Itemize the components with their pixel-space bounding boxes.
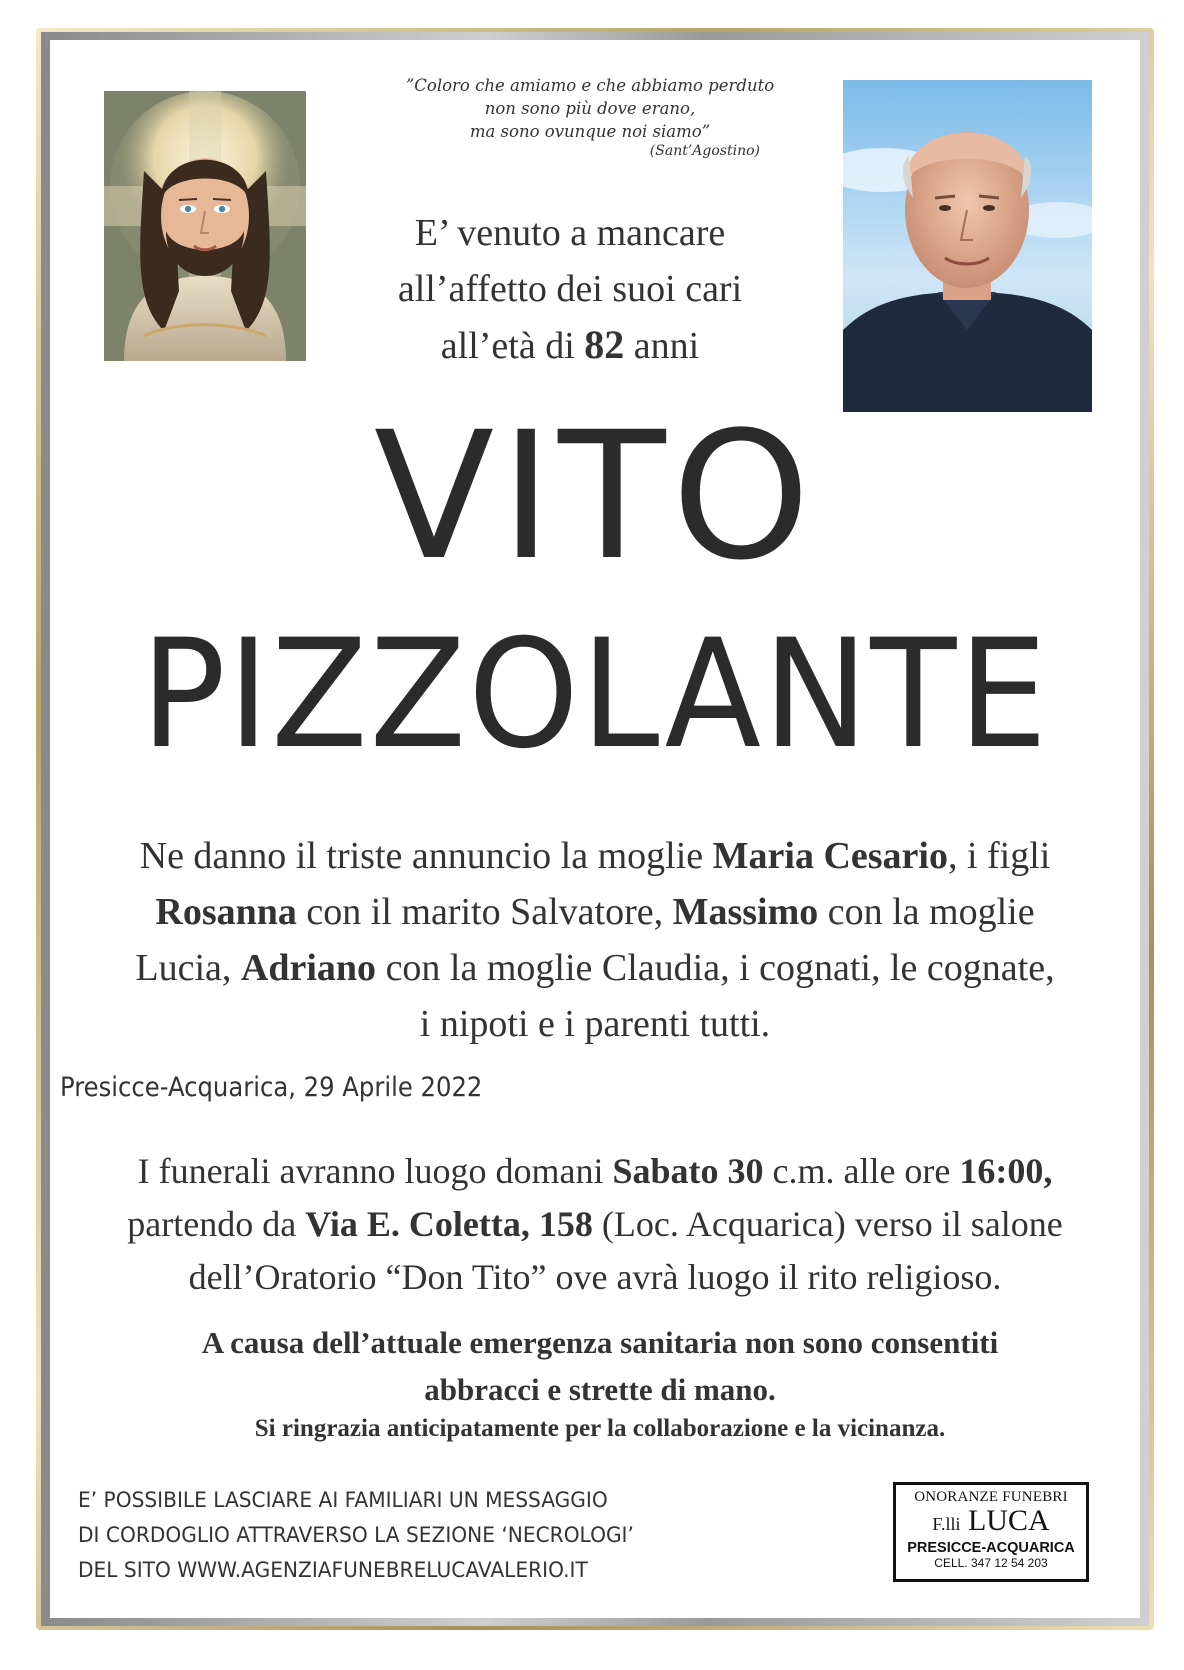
funeral-address: Via E. Coletta, 158 bbox=[305, 1204, 593, 1244]
announcement-text-3: con il marito Salvatore, bbox=[306, 891, 664, 933]
quote bbox=[360, 74, 820, 143]
health-notice bbox=[100, 1319, 1100, 1413]
health-notice-line-1: A causa dell’attuale emergenza sanitaria non sono consentiti bbox=[201, 1325, 999, 1360]
agency-line-1: ONORANZE FUNEBRI bbox=[914, 1489, 1068, 1505]
funeral-text-2: c.m. alle ore bbox=[772, 1151, 951, 1191]
intro-line-3-post: anni bbox=[633, 325, 700, 367]
funeral-text-1: I funerali avranno luogo domani bbox=[137, 1151, 604, 1191]
funeral-text-3: partendo da bbox=[127, 1204, 297, 1244]
intro-line-3-pre: all’età di bbox=[440, 325, 575, 367]
condolence-message-info bbox=[78, 1483, 692, 1588]
announcement-line-1 bbox=[90, 828, 1100, 884]
thanks-text: Si ringrazia anticipatamente per la collaborazione e la vicinanza. bbox=[254, 1415, 946, 1442]
intro-line-3 bbox=[340, 317, 800, 374]
announcement-text-5: Lucia, bbox=[135, 947, 232, 989]
funeral-agency-box bbox=[893, 1482, 1089, 1582]
message-line-1: E’ POSSIBILE LASCIARE AI FAMILIARI UN MESSAGGIO bbox=[78, 1488, 608, 1512]
quote-line-1: ”Coloro che amiamo e che abbiamo perduto bbox=[405, 76, 775, 95]
funeral-line-2 bbox=[80, 1198, 1110, 1251]
announcement-text-4: con la moglie bbox=[827, 891, 1035, 933]
announcement-text-6: con la moglie Claudia, i cognati, le cognate, bbox=[385, 947, 1055, 989]
agency-city: PRESICCE-ACQUARICA bbox=[907, 1540, 1075, 1556]
announcement-line-3 bbox=[90, 940, 1100, 996]
child-name-2: Massimo bbox=[672, 891, 819, 933]
age: 82 bbox=[584, 322, 625, 367]
quote-line-3: ma sono ovunque noi siamo” bbox=[469, 122, 711, 141]
jesus-illustration bbox=[104, 91, 306, 361]
jesus-portrait-image bbox=[104, 91, 306, 361]
funeral-time: 16:00, bbox=[959, 1151, 1053, 1191]
funeral-line-3: dell’Oratorio “Don Tito” ove avrà luogo il rito religioso. bbox=[188, 1257, 1002, 1297]
announcement bbox=[90, 828, 1100, 1052]
funeral-day: Sabato 30 bbox=[612, 1151, 764, 1191]
deceased-first-name: VITO bbox=[373, 394, 817, 599]
child-name-3: Adriano bbox=[240, 947, 377, 989]
quote-author: (Sant’Agostino) bbox=[649, 143, 760, 159]
deceased-photo bbox=[843, 80, 1092, 412]
quote-line-2: non sono più dove erano, bbox=[484, 99, 696, 118]
agency-phone: CELL. 347 12 54 203 bbox=[934, 1556, 1048, 1570]
deceased-last-name: PIZZOLANTE bbox=[140, 608, 1050, 782]
intro-text bbox=[340, 205, 800, 374]
announcement-line-4: i nipoti e i parenti tutti. bbox=[419, 1003, 771, 1045]
agency-name: LUCA bbox=[967, 1504, 1050, 1537]
funeral-details bbox=[80, 1145, 1110, 1304]
agency-name-line bbox=[896, 1506, 1086, 1539]
agency-prefix: F.lli bbox=[932, 1514, 961, 1534]
child-name-1: Rosanna bbox=[155, 891, 297, 933]
message-line-2: DI CORDOGLIO ATTRAVERSO LA SEZIONE ‘NECROLOGI’ bbox=[78, 1523, 634, 1547]
wife-name: Maria Cesario bbox=[712, 835, 948, 877]
health-notice-line-2: abbracci e strette di mano. bbox=[424, 1372, 776, 1407]
announcement-text-1: Ne danno il triste annuncio la moglie bbox=[139, 835, 704, 877]
intro-line-2: all’affetto dei suoi cari bbox=[397, 268, 743, 310]
intro-line-1: E’ venuto a mancare bbox=[414, 212, 726, 254]
deceased-portrait bbox=[843, 80, 1092, 412]
funeral-text-4: (Loc. Acquarica) verso il salone bbox=[601, 1204, 1063, 1244]
place-date: Presicce-Acquarica, 29 Aprile 2022 bbox=[60, 1072, 483, 1103]
message-line-3: DEL SITO WWW.AGENZIAFUNEBRELUCAVALERIO.IT bbox=[78, 1558, 588, 1582]
announcement-text-2: , i figli bbox=[947, 835, 1051, 877]
announcement-line-2 bbox=[90, 884, 1100, 940]
funeral-line-1 bbox=[80, 1145, 1110, 1198]
